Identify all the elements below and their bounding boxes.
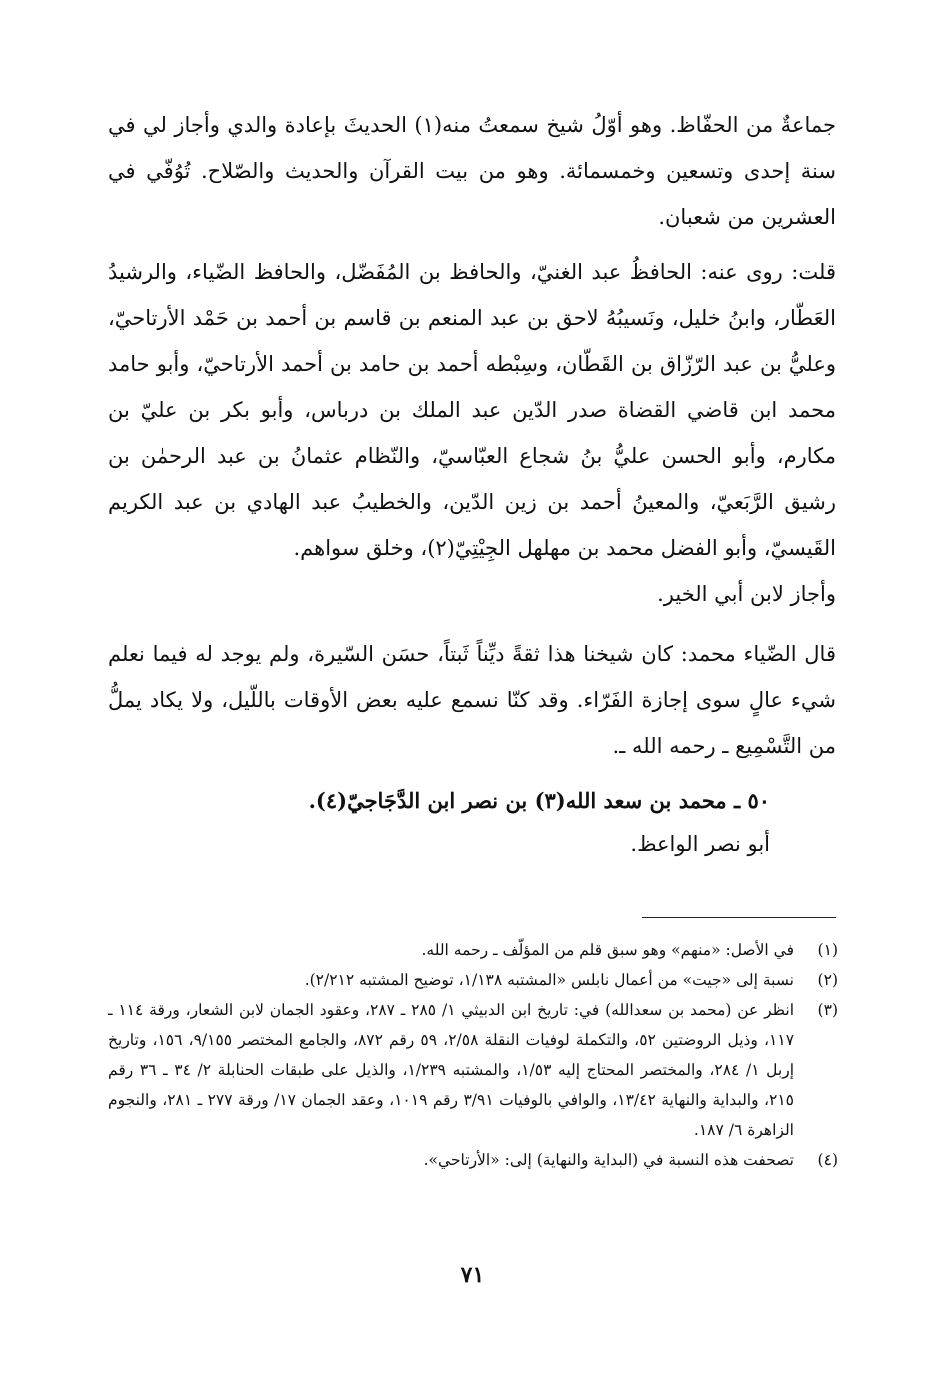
- footnote-divider: [642, 917, 836, 918]
- footnote: [108, 965, 838, 995]
- footnotes: [108, 935, 838, 1175]
- paragraph-2: قلت: روى عنه: الحافظُ عبد الغنيّ، والحافظ بن المُفَضّل، والحافظ الضّياء، والرشيدُ العَطّار، وابنُ خليل، ونَسيبُهُ لاحق بن عبد المنعم بن قاسم بن أحمد بن حَمْد الأرتاحيّ، وعليُّ بن عبد الرّزّاق بن القَطّان، وسِبْطه أحمد بن حامد بن أحمد الأرتاحيّ، وأبو حامد محمد ابن قاضي القضاة صدر الدّين عبد الملك بن درباس، وأبو بكر بن عليّ بن مكارم، وأبو الحسن عليُّ بنُ شجاع العبّاسيّ، والنّظام عثمانُ بن عبد الرحمٰن بن رشيق الرَّبَعيّ، والمعينُ أحمد بن زين الدّين، والخطيبُ عبد الهادي بن عبد الكريم القَيسيّ، وأبو الفضل محمد بن مهلهل الجِيْتِيّ(٢)، وخلق سواهم.: [108, 260, 836, 560]
- footnote-number: (١): [817, 941, 838, 959]
- footnote: [108, 1145, 838, 1175]
- entry-subtitle: أبو نصر الواعظ.: [630, 832, 770, 856]
- footnote-number: (٣): [817, 1001, 838, 1019]
- footnote-text: في الأصل: «منهم» وهو سبق قلم من المؤلّف ـ رحمه الله.: [421, 941, 794, 959]
- main-text: [108, 102, 836, 864]
- paragraph-3: وأجاز لابن أبي الخير.: [657, 582, 836, 606]
- footnote-number: (٢): [817, 971, 838, 989]
- footnote-text: نسبة إلى «جيت» من أعمال نابلس «المشتبه ١/١٣٨، توضيح المشتبه ٢/٢١٢).: [304, 971, 794, 989]
- footnote: [108, 995, 838, 1145]
- paragraph-4: قال الضّياء محمد: كان شيخنا هذا ثقةً ديِّناً ثَبتاً، حسَن السّيرة، ولم يوجد له فيما نعلم شيء عالٍ سوى إجازة الفَرّاء. وقد كنّا نسمع عليه بعض الأوقات باللّيل، ولا يكاد يملُّ من التَّسْمِيع ـ رحمه الله ـ.: [108, 642, 836, 758]
- paragraph-1: جماعةٌ من الحفّاظ. وهو أوّلُ شيخ سمعتُ منه(١) الحديثَ بإعادة والدي وأجاز لي في سنة إحدى وتسعين وخمسمائة. وهو من بيت القرآن والحديث والصّلاح. تُوُفّي في العشرين من شعبان.: [108, 113, 836, 229]
- footnote-text: تصحفت هذه النسبة في (البداية والنهاية) إلى: «الأرتاحي».: [423, 1151, 794, 1169]
- footnote-number: (٤): [817, 1151, 838, 1169]
- page-number: ٧١: [460, 1262, 485, 1288]
- footnote: [108, 935, 838, 965]
- entry-heading: ٥٠ ـ محمد بن سعد الله(٣) بن نصر ابن الدَّجَاجيّ(٤).: [308, 788, 770, 813]
- footnote-text: انظر عن (محمد بن سعدالله) في: تاريخ ابن الدبيثي ١/ ٢٨٥ ـ ٢٨٧، وعقود الجمان لابن الشعار، ورقة ١١٤ ـ ١١٧، وذيل الروضتين ٥٢، والتكملة لوفيات النقلة ٢/٥٨، ٥٩ رقم ٨٧٢، والجامع المختصر ٩/١٥٥، ١٥٦، وتاريخ إربل ١/ ٢٨٤، والمختصر المحتاج إليه ١/٥٣، والمشتبه ١/٢٣٩، والذيل على طبقات الحنابلة ٢/ ٣٤ ـ ٣٦ رقم ٢١٥، والبداية والنهاية ١٣/٤٢، والوافي بالوفيات ٣/٩١ رقم ١٠١٩، وعقد الجمان ١٧/ ورقة ٢٧٧ ـ ٢٨١، والنجوم الزاهرة ٦/ ١٨٧.: [108, 1001, 795, 1139]
